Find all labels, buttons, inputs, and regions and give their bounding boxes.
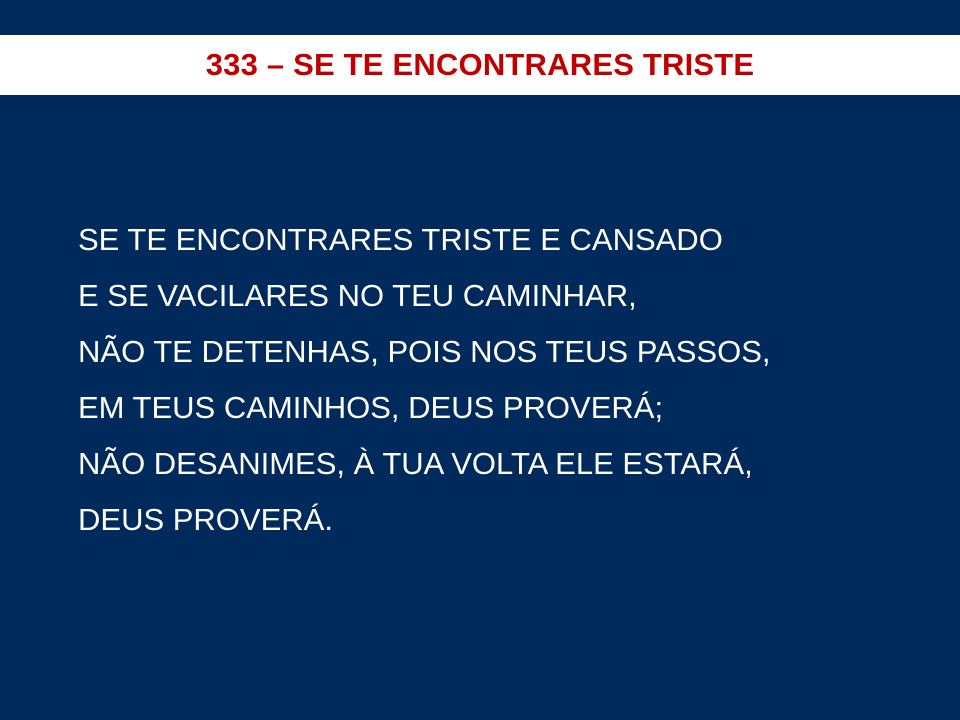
lyric-line: NÃO TE DETENHAS, POIS NOS TEUS PASSOS, [78,334,771,369]
lyric-line: EM TEUS CAMINHOS, DEUS PROVERÁ; [78,390,664,425]
lyric-line: DEUS PROVERÁ. [78,502,333,537]
slide-title: 333 – SE TE ENCONTRARES TRISTE [205,47,755,82]
lyric-line: SE TE ENCONTRARES TRISTE E CANSADO [78,222,723,257]
title-bar [0,35,960,95]
lyric-line: NÃO DESANIMES, À TUA VOLTA ELE ESTARÁ, [78,446,753,481]
lyric-line: E SE VACILARES NO TEU CAMINHAR, [78,278,637,313]
lyrics-block [78,212,938,548]
